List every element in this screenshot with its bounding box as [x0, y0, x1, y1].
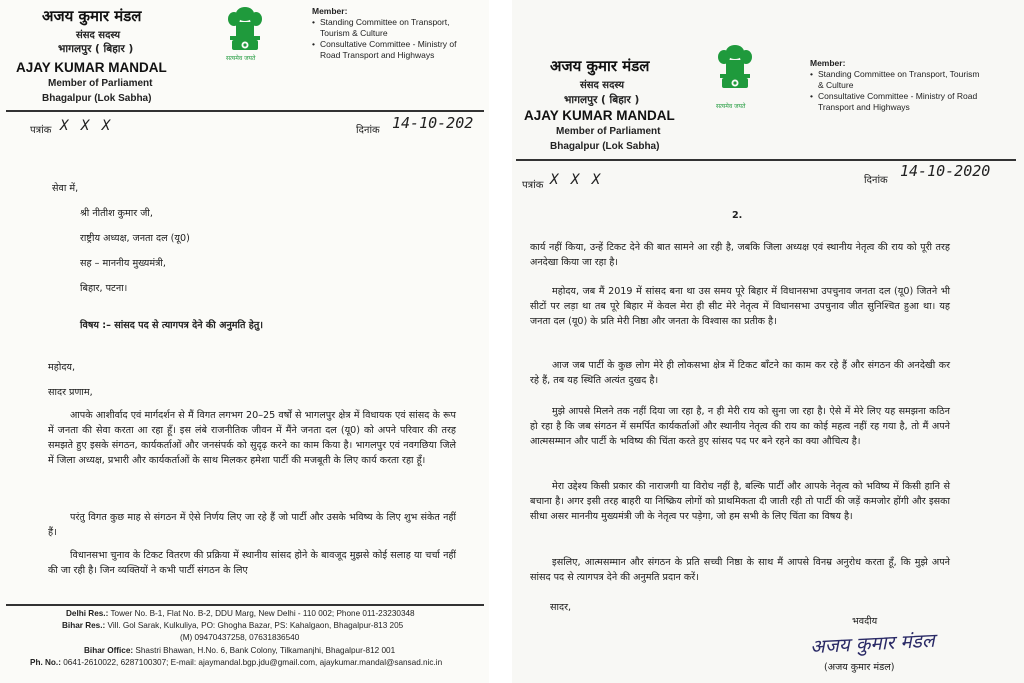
member-label: Member: — [810, 58, 846, 68]
mp-name-hindi: अजय कुमार मंडल — [42, 7, 142, 25]
footer-label: Bihar Office: — [84, 646, 134, 655]
letter-page-1 — [0, 0, 489, 683]
salutation: महोदय, — [48, 362, 76, 373]
footer-mobile: (M) 09470437258, 07631836540 — [180, 633, 300, 642]
committee-item: • Consultative Committee - Ministry of Road Transport and Highways — [312, 39, 477, 61]
address-line: सेवा में, — [52, 183, 79, 194]
date-label: दिनांक — [356, 125, 380, 136]
footer-value: Shastri Bhawan, H.No. 6, Bank Colony, Tilkamanjhi, Bhagalpur-812 001 — [135, 646, 396, 655]
ref-value: X X X — [550, 172, 603, 188]
emblem-motto: सत्यमेव जयते — [226, 55, 256, 62]
ref-label: पत्रांक — [30, 125, 52, 136]
body-paragraph: परंतु विगत कुछ माह से संगठन में ऐसे निर्णय लिए जा रहे हैं जो पार्टी और उसके भविष्य के लिए शुभ संकेत नहीं हैं। — [48, 512, 456, 538]
handwritten-signature: अजय कुमार मंडल — [809, 629, 936, 659]
signatory-name: (अजय कुमार मंडल) — [824, 662, 895, 673]
committee-item: • Standing Committee on Transport, Tourism & Culture — [312, 17, 477, 39]
body-paragraph: विधानसभा चुनाव के टिकट वितरण की प्रक्रिया में स्थानीय सांसद होने के बावजूद मुझसे कोई सलाह या चर्चा नहीं की जा रही है। जिन व्यक्तियों ने कभी पार्टी संगठन के लिए — [48, 550, 456, 576]
mp-title-hindi: संसद सदस्य — [76, 30, 121, 41]
body-paragraph: इसलिए, आत्मसम्मान और संगठन के प्रति सच्ची निष्ठा के साथ मैं आपसे विनम्र अनुरोध करता हूँ, कि मुझे अपने सांसद पद से त्यागपत्र देने की अनुमति प्रदान करें। — [530, 557, 950, 583]
ref-label: पत्रांक — [522, 180, 544, 191]
address-line: श्री नीतीश कुमार जी, — [80, 208, 153, 219]
mp-name-hindi: अजय कुमार मंडल — [550, 57, 650, 75]
mp-name-english: AJAY KUMAR MANDAL — [524, 108, 675, 123]
page-gap — [489, 0, 512, 683]
national-emblem-icon — [712, 42, 758, 102]
body-paragraph: मुझे आपसे मिलने तक नहीं दिया जा रहा है, न ही मेरी राय को सुना जा रहा है। ऐसे में मेरे लिए यह समझना कठिन हो रहा है कि जब संगठन में समर्पित कार्यकर्ताओं और स्थानीय नेतृत्व की राय का कोई महत्व नहीं रह गया है, तो मैं अपने आत्मसम्मान और पार्टी के भविष्य की चिंता करते हुए सांसद पद पर बने रहने का क्या औचित्य है। — [530, 406, 950, 447]
committee-item: • Standing Committee on Transport, Tourism & Culture — [810, 69, 980, 91]
footer-phone — [30, 657, 442, 669]
mp-place-hindi: भागलपुर ( बिहार ) — [564, 94, 640, 106]
committee-membership — [810, 58, 980, 113]
mp-title-english: Member of Parliament — [556, 126, 661, 137]
footer-office-address — [84, 645, 395, 657]
body-paragraph: कार्य नहीं किया, उन्हें टिकट देने की बात सामने आ रही है, जबकि जिला अध्यक्ष एवं स्थानीय नेतृत्व की राय को पूरी तरह अनदेखा किया जा रहा है। — [530, 242, 950, 268]
body-paragraph: मेरा उद्देश्य किसी प्रकार की नाराजगी या विरोध नहीं है, बल्कि पार्टी और आपके नेतृत्व को भविष्य में किसी हानि से बचाना है। अगर इसी तरह बाहरी या निष्क्रिय लोगों को प्राथमिकता दी जाती रही तो पार्टी की जड़ें कमजोर होंगी और इसका सीधा असर माननीय मुख्यमंत्री जी के नेतृत्व पर पड़ेगा, जो हम सभी के लिए चिंता का विषय है। — [530, 481, 950, 522]
header-divider — [516, 159, 1016, 161]
address-line: सह – माननीय मुख्यमंत्री, — [80, 258, 166, 269]
page-number: 2. — [732, 210, 743, 221]
mp-name-english: AJAY KUMAR MANDAL — [16, 60, 167, 75]
ref-value: X X X — [60, 118, 113, 134]
body-paragraph: आज जब पार्टी के कुछ लोग मेरे ही लोकसभा क्षेत्र में टिकट बाँटने का काम कर रहे हैं और संगठन की अनदेखी कर रहे हैं, तब यह स्थिति अत्यंत दुखद है। — [530, 360, 950, 386]
committee-item: • Consultative Committee - Ministry of Road Transport and Highways — [810, 91, 980, 113]
footer-value: 0641-2610022, 6287100307; E-mail: ajaymandal.bgp.jdu@gmail.com, ajaykumar.mandal@sansad.nic.in — [63, 658, 443, 667]
date-value: 14-10-2020 — [900, 162, 991, 180]
mp-constituency: Bhagalpur (Lok Sabha) — [42, 93, 152, 104]
body-paragraph: आपके आशीर्वाद एवं मार्गदर्शन से मैं विगत लगभग 20–25 वर्षों से भागलपुर क्षेत्र में विधायक एवं सांसद के रूप में जनता की सेवा करता आ रहा हूँ। इस लंबे राजनीतिक जीवन में मैंने जनता दल (यू0) को अपने परिवार की तरह समझते हुए इसके संगठन, कार्यकर्ताओं और जनसंपर्क को सुदृढ़ करने का काम किया है। भागलपुर एवं नवगछिया जिले में जिला अध्यक्ष, प्रभारी और कार्यकर्ताओं के साथ मिलकर हमेशा पार्टी की मजबूती के लिए कार्य करता रहा हूँ। — [48, 410, 456, 466]
footer-bihar-address — [62, 620, 403, 632]
footer-label: Ph. No.: — [30, 658, 61, 667]
footer-label: Delhi Res.: — [66, 609, 109, 618]
mp-constituency: Bhagalpur (Lok Sabha) — [550, 141, 660, 152]
header-divider — [6, 110, 484, 112]
letter-page-2 — [512, 0, 1024, 683]
committee-membership — [312, 6, 477, 61]
date-value: 14-10-202 — [392, 114, 474, 132]
yours-sincerely: भवदीय — [852, 616, 878, 627]
letter-subject: विषय :– सांसद पद से त्यागपत्र देने की अनुमति हेतु। — [80, 320, 263, 331]
footer-label: Bihar Res.: — [62, 621, 106, 630]
mp-place-hindi: भागलपुर ( बिहार ) — [58, 43, 134, 55]
mp-title-english: Member of Parliament — [48, 78, 153, 89]
emblem-motto: सत्यमेव जयते — [716, 103, 746, 110]
footer-divider — [6, 604, 484, 606]
footer-value: Tower No. B-1, Flat No. B-2, DDU Marg, New Delhi - 110 002; Phone 011-23230348 — [110, 609, 415, 618]
mp-title-hindi: संसद सदस्य — [580, 80, 625, 91]
date-label: दिनांक — [864, 175, 888, 186]
greeting: सादर प्रणाम, — [48, 387, 93, 398]
member-label: Member: — [312, 6, 348, 16]
address-line: बिहार, पटना। — [80, 283, 128, 294]
closing: सादर, — [550, 602, 572, 613]
footer-value: Vill. Gol Sarak, Kulkuliya, PO: Ghogha Bazar, PS: Kahalgaon, Bhagalpur-813 205 — [107, 621, 404, 630]
footer-delhi-address — [66, 608, 415, 620]
address-line: राष्ट्रीय अध्यक्ष, जनता दल (यू0) — [80, 233, 190, 244]
body-paragraph: महोदय, जब मैं 2019 में सांसद बना था उस समय पूरे बिहार में विधानसभा उपचुनाव जनता दल (यू0) जितने भी सीटों पर लड़ा था तब पूरे बिहार में केवल मेरा ही सीट मेरे नेतृत्व में विधानसभा उपचुनाव जीत सुनिश्चित हुआ था। यह जनता दल (यू0) के प्रति मेरी निष्ठा और जनता के विश्वास का प्रतीक है। — [530, 286, 950, 327]
